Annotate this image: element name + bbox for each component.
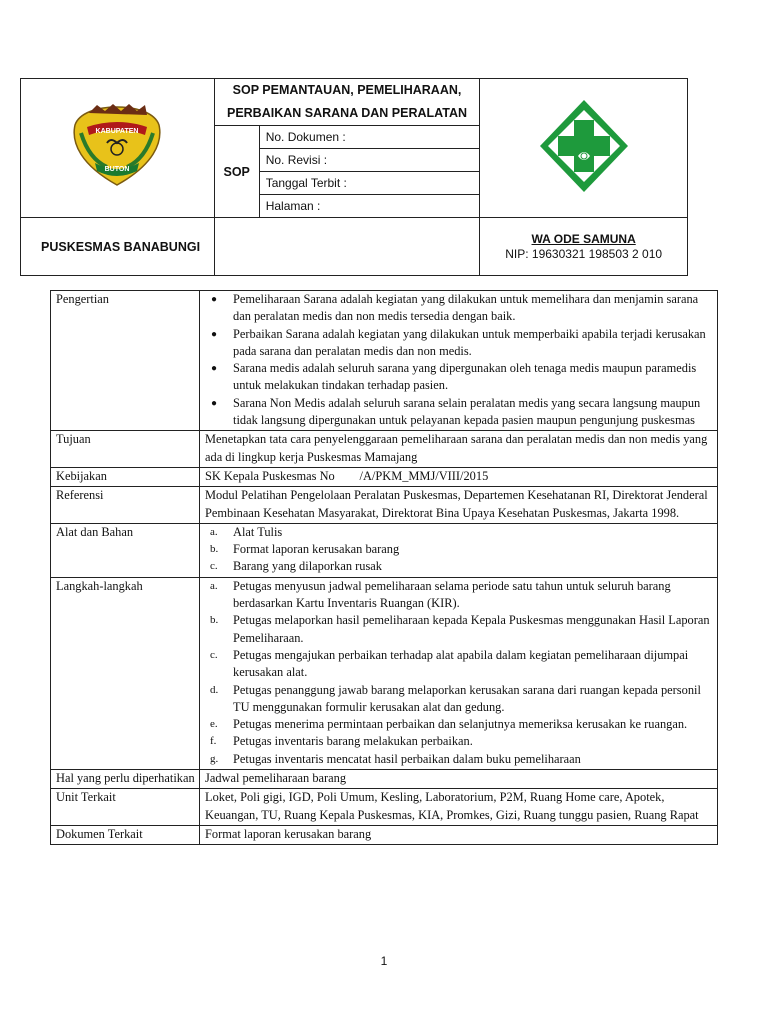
signer-nip: NIP: 19630321 198503 2 010 [505, 246, 663, 261]
row-content: SK Kepala Puskesmas No /A/PKM_MMJ/VIII/2015 [200, 467, 718, 486]
meta-halaman: Halaman : [265, 199, 321, 213]
row-referensi [51, 487, 718, 524]
bullet-icon: ● [211, 328, 218, 340]
sop-label: SOP [214, 126, 259, 218]
document-meta-table [260, 126, 480, 217]
row-label: Unit Terkait [51, 789, 200, 826]
list-item: ● Sarana medis adalah seluruh sarana yang dipergunakan oleh tenaga medis maupun paramedis untuk melakukan tindakan terhadap pasien. [211, 361, 697, 393]
bullet-icon: ● [211, 363, 218, 375]
row-content: Menetapkan tata cara penyelenggaraan pemeliharaan sarana dan peralatan medis dan non medis yang ada di lingkup kerja Puskesmas Mamajang [200, 431, 718, 468]
puskesmas-logo-cell [480, 79, 688, 218]
row-pengertian [51, 291, 718, 431]
row-content [200, 523, 718, 577]
row-langkah-langkah [51, 577, 718, 769]
list-item: c. Petugas mengajukan perbaikan terhadap alat apabila dalam kegiatan pemeliharaan dijumpai kerusakan alat. [210, 647, 689, 680]
list-item: c. Barang yang dilaporkan rusak [210, 559, 382, 574]
sop-title [214, 79, 480, 126]
svg-text:BUTON: BUTON [104, 165, 130, 173]
list-item: ● Sarana Non Medis adalah seluruh sarana selain peralatan medis yang secara langsung maupun tidak langsung dipergunakan untuk pelayanan kepada pasien maupun pengunjung puskesmas [211, 395, 701, 428]
bullet-list [205, 291, 713, 429]
empty-cell [214, 218, 480, 276]
puskesmas-green-cross-logo-icon [534, 96, 634, 196]
signer-name: WA ODE SAMUNA [531, 231, 636, 246]
sop-title-line-2: PERBAIKAN SARANA DAN PERALATAN [226, 106, 468, 120]
row-hal-yang-perlu-diperhatikan [51, 770, 718, 789]
regency-logo-cell [21, 79, 215, 218]
row-label: Alat dan Bahan [51, 523, 200, 577]
row-alat-dan-bahan [51, 523, 718, 577]
bullet-icon: ● [211, 294, 218, 305]
list-item: a. Alat Tulis [210, 524, 283, 539]
list-item: e. Petugas menerima permintaan perbaikan dan selanjutnya memeriksa kerusakan ke ruangan. [210, 717, 688, 732]
list-item: ● Pemeliharaan Sarana adalah kegiatan yang dilakukan untuk memelihara dan menjamin sarana dan peralatan medis dan non medis tersedia dengan baik. [211, 292, 699, 324]
row-label: Pengertian [51, 291, 200, 431]
row-tujuan [51, 431, 718, 468]
meta-no-revisi: No. Revisi : [260, 149, 480, 172]
puskesmas-name: PUSKESMAS BANABUNGI [21, 218, 215, 276]
list-item: ● Perbaikan Sarana adalah kegiatan yang dilakukan untuk memperbaiki apabila terjadi kerusakan pada sarana dan peralatan medis dan non medis. [211, 326, 706, 358]
row-label: Langkah-langkah [51, 577, 200, 769]
row-label: Dokumen Terkait [51, 825, 200, 844]
list-item: b. Format laporan kerusakan barang [210, 542, 400, 557]
row-content [200, 291, 718, 431]
row-label: Hal yang perlu diperhatikan [51, 770, 200, 789]
list-item: g. Petugas inventaris mencatat hasil perbaikan dalam buku pemeliharaan [210, 751, 581, 766]
lettered-list [205, 524, 713, 576]
row-label: Referensi [51, 487, 200, 524]
list-item: d. Petugas penanggung jawab barang melaporkan kerusakan sarana dari ruangan kepada personil TU menggunakan formulir kerusakan alat dan gedung. [210, 682, 701, 714]
list-item: f. Petugas inventaris barang melakukan perbaikan. [210, 734, 473, 749]
buton-regency-emblem-icon [67, 103, 167, 189]
page-number: 1 [380, 954, 388, 968]
row-content: Jadwal pemeliharaan barang [200, 770, 718, 789]
row-content: Format laporan kerusakan barang [200, 825, 718, 844]
row-content [200, 577, 718, 769]
list-item: b. Petugas melaporkan hasil pemeliharaan kepada Kepala Puskesmas menggunakan Hasil Laporan Pemeliharaan. [210, 613, 710, 645]
row-label: Tujuan [51, 431, 200, 468]
document-meta-cell [259, 126, 480, 218]
row-kebijakan [51, 467, 718, 486]
row-unit-terkait [51, 789, 718, 826]
lettered-list [205, 578, 713, 768]
row-dokumen-terkait [51, 825, 718, 844]
meta-tanggal-terbit: Tanggal Terbit : [260, 172, 480, 195]
signer-block [480, 218, 688, 276]
sop-header-table [20, 78, 688, 276]
svg-text:KABUPATEN: KABUPATEN [95, 127, 139, 135]
bullet-icon: ● [211, 397, 218, 409]
row-content: Loket, Poli gigi, IGD, Poli Umum, Kesling, Laboratorium, P2M, Ruang Home care, Apotek, Keuangan, TU, Ruang Kepala Puskesmas, KIA, Promkes, Gizi, Ruang tunggu pasien, Ruang Rapat [200, 789, 718, 826]
sop-title-line-1: SOP PEMANTAUAN, PEMELIHARAAN, [232, 83, 462, 97]
row-label: Kebijakan [51, 467, 200, 486]
row-content: Modul Pelatihan Pengelolaan Peralatan Puskesmas, Departemen Kesehatanan RI, Direktorat Jenderal Pembinaan Kesehatan Masyarakat, Direktorat Bina Upaya Kesehatan Puskesmas, Jakarta 1998. [200, 487, 718, 524]
meta-no-dokumen: No. Dokumen : [260, 126, 480, 149]
list-item: a. Petugas menyusun jadwal pemeliharaan selama periode satu tahun untuk seluruh barang berdasarkan Kartu Inventaris Ruangan (KIR). [210, 578, 671, 611]
sop-body-table [50, 290, 718, 845]
